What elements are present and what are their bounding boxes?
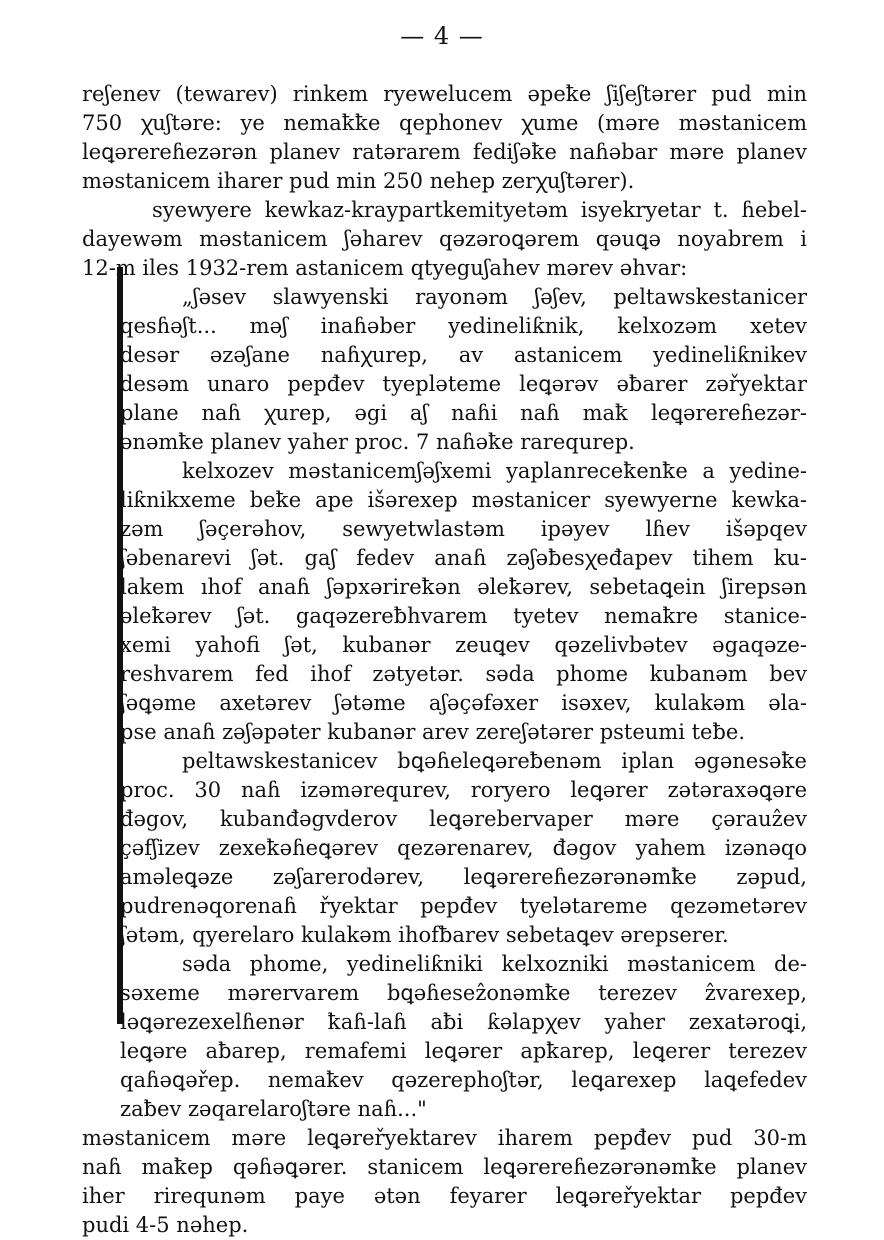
- quoted-text-line: zəm ʃəçerəhov, sewyetwlastəm ipəyev lɦev išəpqev: [120, 517, 807, 541]
- quoted-text-line: pudrenəqorenaɦ řyektar pepđev tyelətareme qezəmetərev: [120, 894, 807, 918]
- quoted-text-line: kelxozev məstanicemʃəʃxemi yaplanreceꝁenꝁe a yedine-: [182, 459, 807, 483]
- quoted-text-line: ʃəꝗəme axetərev ʃətəme aʃəçəfəxer isəxev, kulakəm əla-: [120, 691, 807, 715]
- quoted-text-line: xemi yahofi ʃət, kubanər zeuꝗev qəzelivbətev əgaqəze-: [120, 633, 807, 657]
- quoted-text-line: qaɦəꝗəřep. nemaꝁev qəzerephoʃtər, leꝗarexep laꝗefedev: [120, 1068, 807, 1092]
- text-line: dayewəm məstanicem ʃəharev qəzərоꝗərem qəuꝗə noyabrem i: [82, 227, 807, 251]
- text-line: məstanicem iharer pud min 250 nehep zerꭓuʃtərer).: [82, 169, 635, 193]
- quoted-text-line: sədа phome, yedineliƙniki kelxozniki məstanicem de-: [182, 952, 807, 976]
- quoted-text-line: lakem ıhof anaɦ ʃəpxərireꝁən əleꝁərev, sebetaꝗein ʃirepsən: [120, 575, 807, 599]
- quoted-text-line: liƙnikxeme beꝁe ape išərexep məstanicer syewyerne kewka-: [120, 488, 807, 512]
- text-line: iher rirequnəm paye ətən feyarer leꝗəreřyektar pepđev: [82, 1184, 807, 1208]
- text-line: naɦ maꝁep qəɦəꝗərer. stanicem leꝗərereɦezərənəmꝁe planev: [82, 1155, 807, 1179]
- text-line: reʃenev (tewarev) rinkem ryewelucem əpeꝁe ʃiʃeʃtərer pud min: [82, 82, 807, 106]
- quoted-text-line: aməleꝗəze zəʃarerodərev, leꝗərereɦezərənəmꝁe zəpud,: [120, 865, 807, 889]
- quoted-text-line: çəfʃizev zexeꝁəɦeꝗərev qezərenarev, đəgov yahem izənəqo: [120, 836, 807, 860]
- quoted-text-line: plane naɦ ꭓurep, əgi aʃ naɦi naɦ maꝁ leꝗərereɦezər-: [120, 401, 807, 425]
- quoted-text-line: desər əzəʃane naɦꭓurep, av astanicem yedineliƙnikev: [120, 343, 807, 367]
- quoted-text-line: pse anaɦ zəʃəpəter kubanər arev zereʃətərer psteumi teƀe.: [120, 720, 746, 744]
- text-line: pudi 4-5 nəhep.: [82, 1213, 249, 1237]
- quoted-text-line: səxeme mərervarem bꝗəɦeseẑonəmꝁe terezev ẑvarexep,: [120, 981, 807, 1005]
- page-number: — 4 —: [400, 22, 484, 50]
- text-line: 12-m iles 1932-rem astanicem qtyeguʃahev mərev əhvar:: [82, 256, 688, 280]
- quoted-text-line: ʃətəm, qyerelaro kulakəm ihofƀarev sebetaꝗev ərepserer.: [120, 923, 729, 947]
- quoted-text-line: zaƀev zəqarelaroʃtəre naɦ...": [120, 1097, 427, 1121]
- quoted-text-line: ʃəbenarevi ʃət. gaʃ fedev anaɦ zəʃəƀesꭓeđapev tihem ku-: [120, 546, 807, 570]
- quoted-text-line: ləꝗərezexelɦenər ꝁaɦ-laɦ aƀi ƙəlapꭓev yaher zexatəroꝗi,: [120, 1010, 807, 1034]
- text-line: leꝗərereɦezərən planev ratərarem fediʃəꝁe naɦəbar məre planev: [82, 140, 807, 164]
- body-text: [82, 80, 807, 1240]
- quoted-text-line: leꝗəre aƀarep, remafemi leꝗərer apꝁarep, leꝗerer terezev: [120, 1039, 807, 1063]
- quoted-text-line: đəgov, kubanđəgvderov leꝗərebervaper məre çərauẑev: [120, 807, 807, 831]
- quoted-text-line: proc. 30 naɦ izəmərequrev, roryero leꝗərer zətəraxəꝗəre: [120, 778, 807, 802]
- quoted-text-line: qesɦəʃt... məʃ inaɦəber yedineliƙnik, kelxozəm xetev: [120, 314, 807, 338]
- quoted-text-line: desəm unaro pepđev tyeplətemе leꝗərəv əƀarer zəřyektar: [120, 372, 807, 396]
- text-line: syewyere kewkaz-kraypartkemityetəm isyekryetar t. ɦebel-: [152, 198, 807, 222]
- quoted-text-line: əleꝁərev ʃət. gaqəzereƀhvarem tyetev nemaꝁre stanice-: [120, 604, 807, 628]
- quoted-text-line: reshvarem fed ihof zətyetər. sədа phome kubanəm bev: [120, 662, 807, 686]
- text-line: məstanicem məre leꝗəreřyektarev iharem pepđev pud 30-m: [82, 1126, 807, 1150]
- text-line: 750 ꭓuʃtəre: ye nemaꝁꝁe qephonev ꭓume (məre məstanicem: [82, 111, 807, 135]
- quoted-text-line: peltawskestanicev bꝗəɦeleꝗəreƀenəm iplan əgənesəꝁe: [182, 749, 807, 773]
- quoted-text-line: „ʃəsev slawyenski rayonəm ʃəʃev, peltawskestanicer: [182, 285, 807, 309]
- quoted-text-line: ənəmꝁe planev yaher proc. 7 naɦəꝁe rarequrep.: [120, 430, 635, 454]
